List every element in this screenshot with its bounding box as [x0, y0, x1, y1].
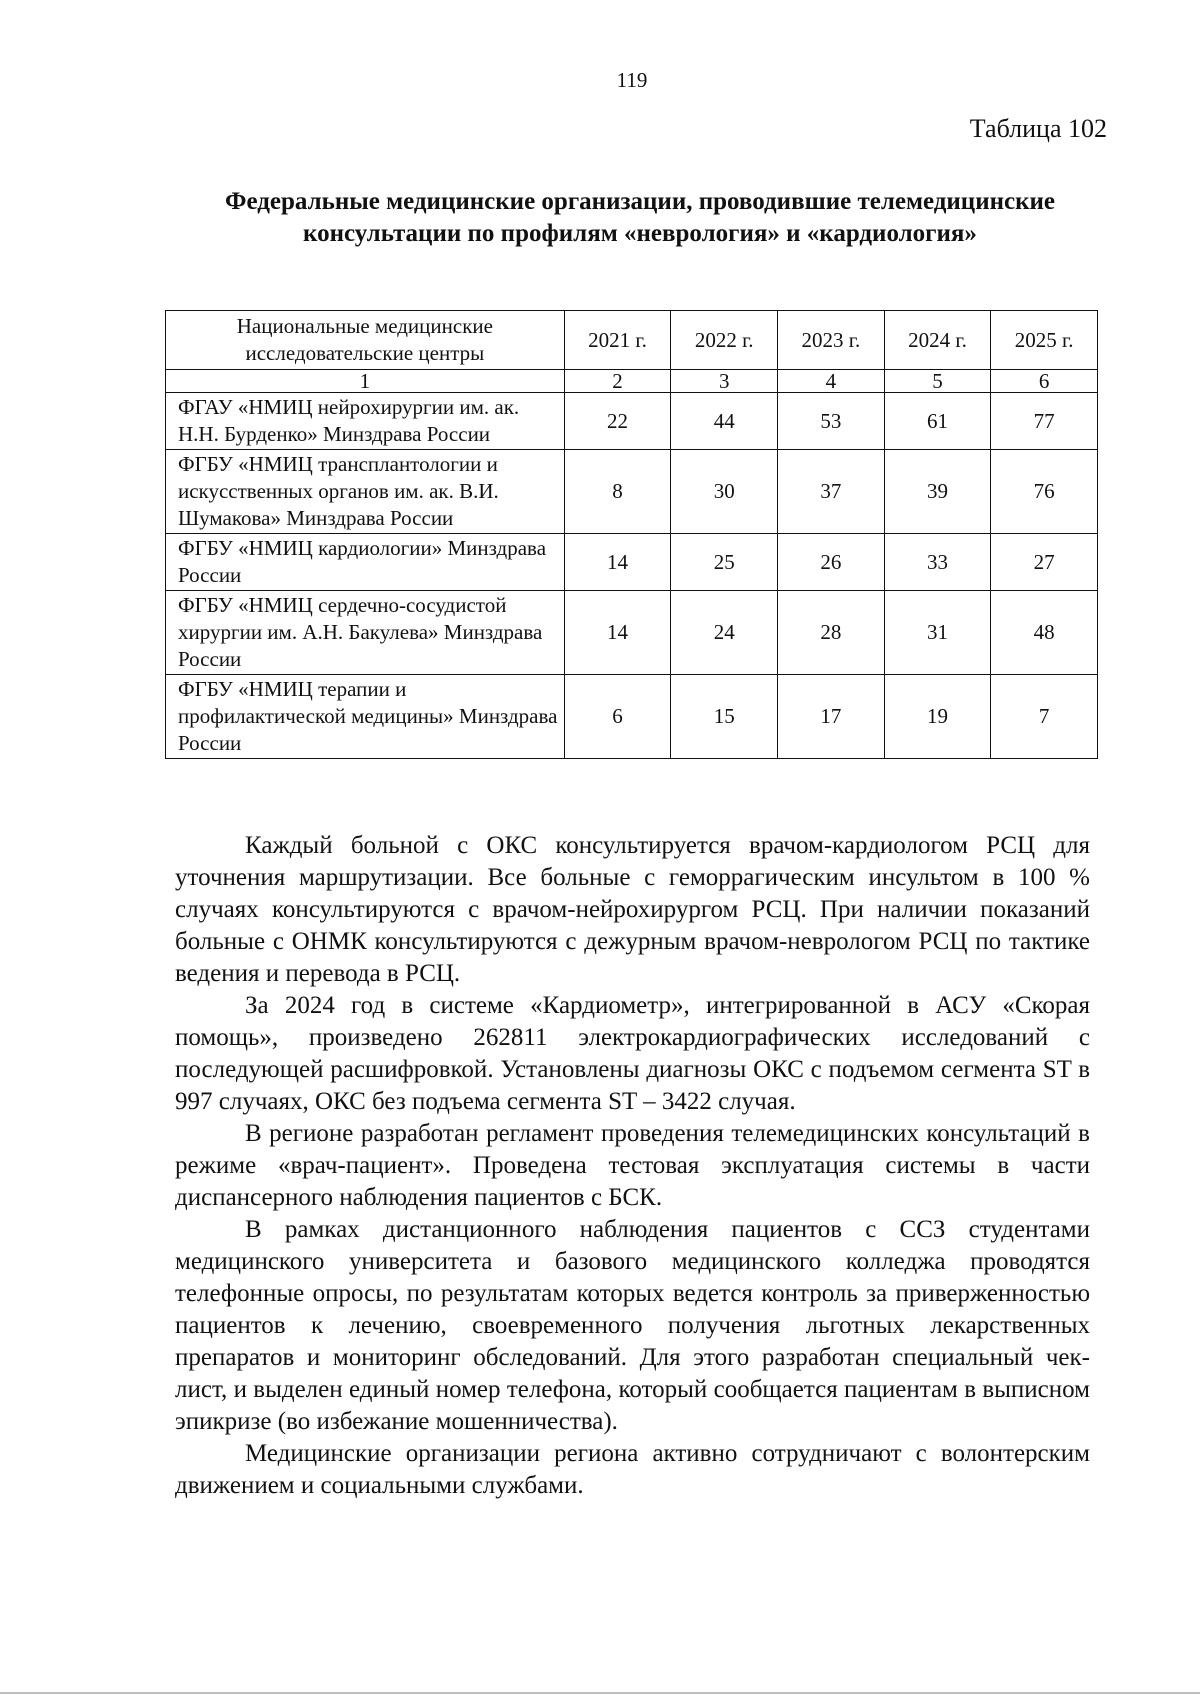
table-row — [166, 591, 1098, 675]
value-cell: 7 — [991, 675, 1098, 759]
value-cell: 44 — [671, 393, 778, 450]
header-cell-2022: 2022 г. — [671, 311, 778, 370]
column-number: 1 — [166, 370, 565, 393]
header-cell-2023: 2023 г. — [778, 311, 885, 370]
table-header-row — [166, 311, 1098, 370]
table-row — [166, 675, 1098, 759]
value-cell: 53 — [778, 393, 885, 450]
value-cell: 19 — [884, 675, 991, 759]
value-cell: 25 — [671, 534, 778, 591]
value-cell: 6 — [564, 675, 671, 759]
value-cell: 26 — [778, 534, 885, 591]
table-row — [166, 534, 1098, 591]
paragraph: В регионе разработан регламент проведения телемедицинских консультаций в режиме «врач-пациент». Проведена тестовая эксплуатация системы в части диспансерного наблюдения пациентов с БСК. — [175, 1120, 1090, 1211]
value-cell: 30 — [671, 450, 778, 534]
column-number: 6 — [991, 370, 1098, 393]
paragraph: Медицинские организации региона активно сотрудничают с волонтерским движением и социальными службами. — [175, 1440, 1090, 1499]
column-number: 2 — [564, 370, 671, 393]
organization-cell: ФГБУ «НМИЦ сердечно-сосудистой хирургии им. А.Н. Бакулева» Минздрава России — [166, 591, 565, 675]
value-cell: 31 — [884, 591, 991, 675]
paragraph: В рамках дистанционного наблюдения пациентов с ССЗ студентами медицинского университета и базового медицинского колледжа проводятся телефонные опросы, по результатам которых ведется контроль за приверженностью пациентов к лечению, своевременного получения льготных лекарственных препаратов и мониторинг обследований. Для этого разработан специальный чек-лист, и выделен единый номер телефона, который сообщается пациентам в выписном эпикризе (во избежание мошенничества). — [175, 1216, 1090, 1435]
value-cell: 14 — [564, 591, 671, 675]
paragraph: Каждый больной с ОКС консультируется врачом-кардиологом РСЦ для уточнения маршрутизации. Все больные с геморрагическим инсультом в 100 % случаях консультируются с врачом-нейрохирургом РСЦ. При наличии показаний больные с ОНМК консультируются с дежурным врачом-неврологом РСЦ по тактике ведения и перевода в РСЦ. — [175, 832, 1090, 987]
column-number: 5 — [884, 370, 991, 393]
page-number: 119 — [616, 68, 648, 92]
value-cell: 22 — [564, 393, 671, 450]
header-cell-2024: 2024 г. — [884, 311, 991, 370]
value-cell: 48 — [991, 591, 1098, 675]
data-table — [165, 310, 1098, 759]
table-title: Федеральные медицинские организации, проводившие телемедицинские консультации по профилям «неврология» и «кардиология» — [224, 188, 1056, 247]
column-number: 4 — [778, 370, 885, 393]
value-cell: 14 — [564, 534, 671, 591]
value-cell: 76 — [991, 450, 1098, 534]
value-cell: 27 — [991, 534, 1098, 591]
organization-cell: ФГБУ «НМИЦ терапии и профилактической медицины» Минздрава России — [166, 675, 565, 759]
value-cell: 37 — [778, 450, 885, 534]
value-cell: 77 — [991, 393, 1098, 450]
organization-cell: ФГБУ «НМИЦ трансплантологии и искусственных органов им. ак. В.И. Шумакова» Минздрава России — [166, 450, 565, 534]
value-cell: 8 — [564, 450, 671, 534]
value-cell: 24 — [671, 591, 778, 675]
organization-cell: ФГБУ «НМИЦ кардиологии» Минздрава России — [166, 534, 565, 591]
body-text — [175, 830, 1090, 1502]
column-number: 3 — [671, 370, 778, 393]
table-row — [166, 393, 1098, 450]
value-cell: 28 — [778, 591, 885, 675]
paragraph: За 2024 год в системе «Кардиометр», интегрированной в АСУ «Скорая помощь», произведено 262811 электрокардиографических исследований с последующей расшифровкой. Установлены диагнозы ОКС с подъемом сегмента ST в 997 случаях, ОКС без подъема сегмента ST – 3422 случая. — [175, 992, 1090, 1115]
value-cell: 39 — [884, 450, 991, 534]
value-cell: 17 — [778, 675, 885, 759]
value-cell: 15 — [671, 675, 778, 759]
value-cell: 33 — [884, 534, 991, 591]
page-edge-line — [0, 1692, 1200, 1694]
header-cell-2025: 2025 г. — [991, 311, 1098, 370]
value-cell: 61 — [884, 393, 991, 450]
table-label: Таблица 102 — [969, 114, 1107, 143]
header-cell-2021: 2021 г. — [564, 311, 671, 370]
column-number-row — [166, 370, 1098, 393]
organization-cell: ФГАУ «НМИЦ нейрохирургии им. ак. Н.Н. Бурденко» Минздрава России — [166, 393, 565, 450]
table-row — [166, 450, 1098, 534]
header-cell-organization: Национальные медицинские исследовательские центры — [166, 311, 565, 370]
